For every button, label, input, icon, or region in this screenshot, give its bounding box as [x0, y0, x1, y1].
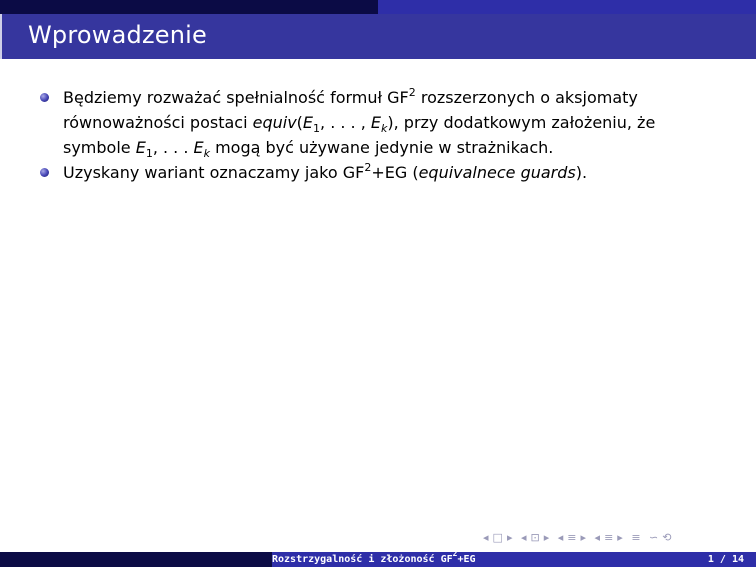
title-bar-edge [0, 14, 2, 59]
nav-document-icon[interactable]: ≡ [631, 531, 642, 544]
nav-slide-icon[interactable]: □ [492, 531, 504, 544]
nav-section-icon[interactable]: ≡ [604, 531, 615, 544]
bullet-1-text: Będziemy rozważać spełnialność formuł $GF^2$ rozszerzonych o aksjomaty równoważności postaci $equiv(E_1$, . . . , $E_k$), przy dodatkowym założeniu, że symbole $E_1$, . . . $E_k$ mogą być używane jedynie w strażnikach. [63, 85, 656, 161]
nav-next-slide-icon[interactable]: ▸ [506, 531, 514, 544]
nav-frame-icon[interactable]: ⊡ [530, 531, 541, 544]
page-number: 1 / 14 [707, 554, 744, 565]
frame-title: Wprowadzenie [28, 21, 207, 49]
nav-prev-subsection-icon[interactable]: ◂ [557, 531, 565, 544]
nav-back-icon[interactable]: ⟲ [662, 531, 673, 544]
frame-title-bar [0, 14, 756, 59]
beamer-navigation-symbols [483, 531, 675, 544]
nav-prev-section-icon[interactable]: ◂ [594, 531, 602, 544]
nav-next-subsection-icon[interactable]: ▸ [580, 531, 588, 544]
nav-prev-frame-icon[interactable]: ◂ [520, 531, 528, 544]
bullet-ball-icon [40, 168, 49, 177]
top-nav-bar-right [378, 0, 756, 14]
top-nav-bar [0, 0, 756, 14]
top-nav-bar-left [0, 0, 378, 14]
nav-next-frame-icon[interactable]: ▸ [543, 531, 551, 544]
nav-search-icon[interactable]: ∽ [649, 531, 660, 544]
bullet-item-1 [40, 85, 720, 160]
nav-prev-slide-icon[interactable]: ◂ [483, 531, 490, 544]
footer-left [0, 552, 272, 567]
slide-content [40, 85, 720, 185]
bullet-ball-icon [40, 93, 49, 102]
bullet-2-text: Uzyskany wariant oznaczamy jako $GF^2+EG$ (equivalnece guards). [63, 160, 588, 182]
bullet-item-2 [40, 160, 720, 185]
nav-subsection-icon[interactable]: ≡ [567, 531, 578, 544]
footer-bar [0, 548, 756, 567]
nav-next-section-icon[interactable]: ▸ [617, 531, 624, 544]
footer-title: Rozstrzygalność i złożoność $GF^2+EG$ [272, 548, 476, 565]
